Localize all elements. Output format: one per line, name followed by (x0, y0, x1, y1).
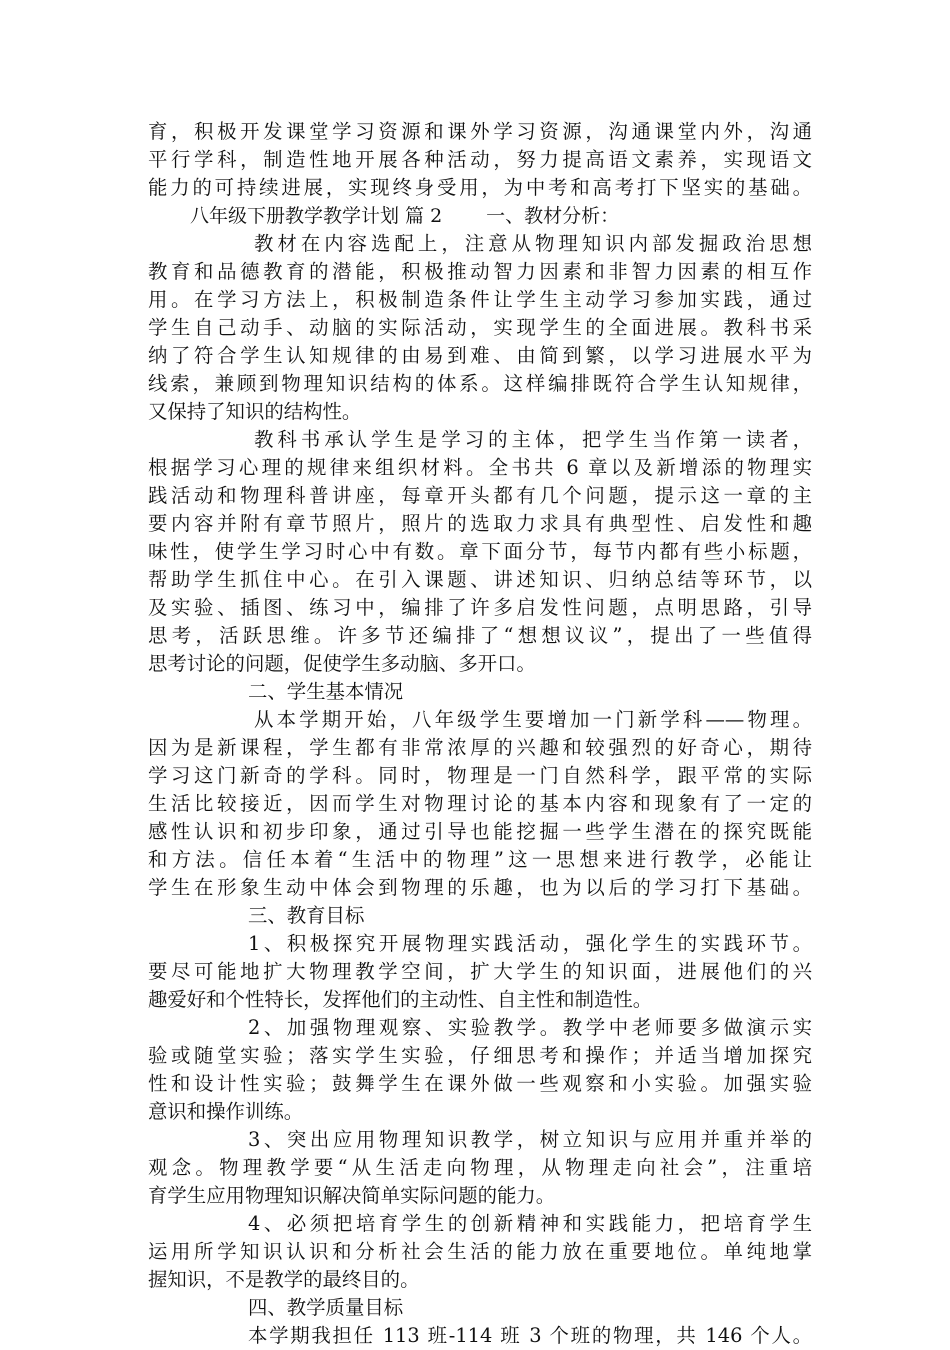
text-line: 教科书承认学生是学习的主体，把学生当作第一读者， (254, 428, 812, 451)
text-line: 纳了符合学生认知规律的由易到难、由简到繁，以学习进展水平为 (148, 344, 812, 367)
text-line: 1、积极探究开展物理实践活动，强化学生的实践环节。 (248, 932, 812, 955)
text-line: 思考讨论的问题，促使学生多动脑、多开口。 (148, 652, 536, 675)
text-line: 生活比较接近，因而学生对物理讨论的基本内容和现象有了一定的 (148, 792, 812, 815)
text-line: 线索，兼顾到物理知识结构的体系。这样编排既符合学生认知规律， (148, 372, 812, 395)
text-line: 学生在形象生动中体会到物理的乐趣，也为以后的学习打下基础。 (148, 876, 812, 899)
text-line: 趣爱好和个性特长，发挥他们的主动性、自主性和制造性。 (148, 988, 653, 1011)
text-line: 2、加强物理观察、实验教学。教学中老师要多做演示实 (248, 1016, 812, 1039)
section-title-line (148, 202, 812, 230)
text-line: 平行学科，制造性地开展各种活动，努力提高语文素养，实现语文 (148, 148, 812, 171)
text-line: 二、学生基本情况 (248, 680, 404, 703)
text-line: 思考，活跃思维。许多节还编排了“想想议议”，提出了一些值得 (148, 624, 812, 647)
text-line: 性和设计性实验；鼓舞学生在课外做一些观察和小实验。加强实验 (148, 1072, 812, 1095)
text-line: 育学生应用物理知识解决简单实际问题的能力。 (148, 1184, 556, 1207)
text-line: 根据学习心理的规律来组织材料。全书共 6 章以及新增添的物理实 (148, 456, 812, 479)
text-line: 教材在内容选配上，注意从物理知识内部发掘政治思想 (254, 232, 812, 255)
text-line: 四、教学质量目标 (248, 1296, 404, 1319)
text-line: 践活动和物理科普讲座，每章开头都有几个问题，提示这一章的主 (148, 484, 812, 507)
text-line: 味性，使学生学习时心中有数。章下面分节，每节内都有些小标题， (148, 540, 812, 563)
text-line: 又保持了知识的结构性。 (148, 400, 362, 423)
text-line: 因为是新课程，学生都有非常浓厚的兴趣和较强烈的好奇心，期待 (148, 736, 812, 759)
text-line: 学生自己动手、动脑的实际活动，实现学生的全面进展。教科书采 (148, 316, 812, 339)
text-line: 和方法。信任本着“生活中的物理”这一思想来进行教学，必能让 (148, 848, 812, 871)
text-line: 要内容并附有章节照片，照片的选取力求具有典型性、启发性和趣 (148, 512, 812, 535)
text-line: 三、教育目标 (248, 904, 365, 927)
text-line: 用。在学习方法上，积极制造条件让学生主动学习参加实践，通过 (148, 288, 812, 311)
text-line: 意识和操作训练。 (148, 1100, 304, 1123)
text-line: 验或随堂实验；落实学生实验，仔细思考和操作；并适当增加探究 (148, 1044, 812, 1067)
text-line: 能力的可持续进展，实现终身受用，为中考和高考打下坚实的基础。 (148, 176, 812, 199)
text-line: 及实验、插图、练习中，编排了许多启发性问题，点明思路，引导 (148, 596, 812, 619)
text-line: 学习这门新奇的学科。同时，物理是一门自然科学，跟平常的实际 (148, 764, 812, 787)
text-line: 教育和品德教育的潜能，积极推动智力因素和非智力因素的相互作 (148, 260, 812, 283)
text-line: 3、突出应用物理知识教学，树立知识与应用并重并举的 (248, 1128, 812, 1151)
text-line: 运用所学知识认识和分析社会生活的能力放在重要地位。单纯地掌 (148, 1240, 812, 1263)
section-heading: 一、教材分析： (486, 205, 620, 227)
text-line: 观念。物理教学要“从生活走向物理，从物理走向社会”，注重培 (148, 1156, 812, 1179)
text-line: 握知识，不是教学的最终目的。 (148, 1268, 420, 1291)
text-line: 感性认识和初步印象，通过引导也能挖掘一些学生潜在的探究既能 (148, 820, 812, 843)
text-line: 育，积极开发课堂学习资源和课外学习资源，沟通课堂内外，沟通 (148, 120, 812, 143)
text-line: 要尽可能地扩大物理教学空间，扩大学生的知识面，进展他们的兴 (148, 960, 812, 983)
text-line: 从本学期开始，八年级学生要增加一门新学科——物理。 (254, 708, 812, 731)
document-body (148, 118, 812, 1350)
text-line: 帮助学生抓住中心。在引入课题、讲述知识、归纳总结等环节，以 (148, 568, 812, 591)
plan-title: 八年级下册教学教学计划 篇 2 (190, 205, 443, 227)
text-line: 本学期我担任 113 班-114 班 3 个班的物理，共 146 个人。 (248, 1324, 812, 1347)
text-line: 4、必须把培育学生的创新精神和实践能力，把培育学生 (248, 1212, 812, 1235)
